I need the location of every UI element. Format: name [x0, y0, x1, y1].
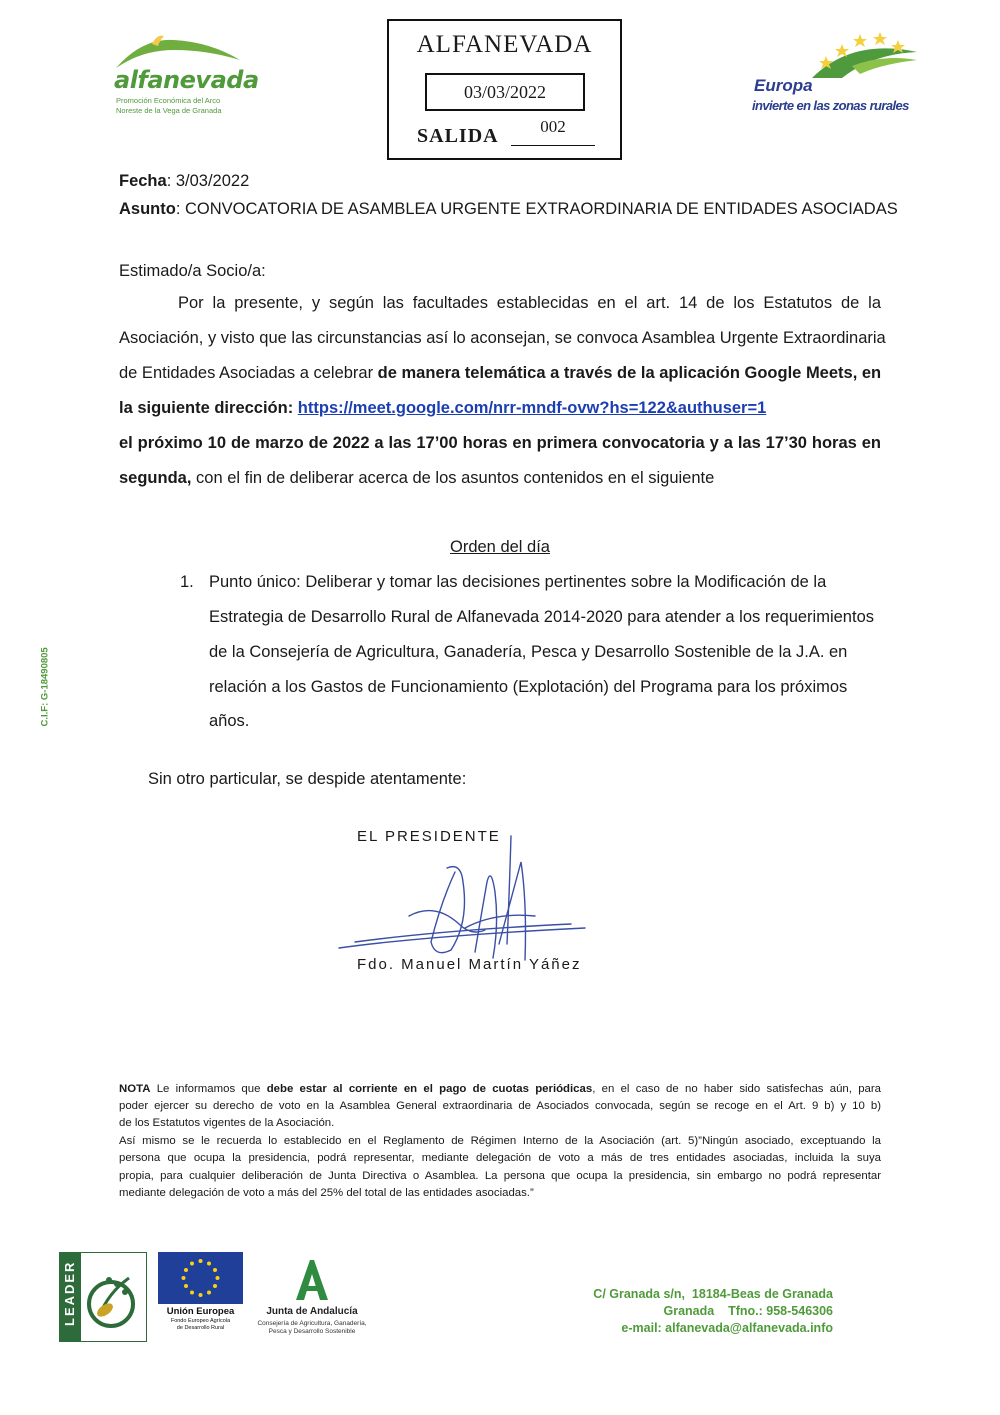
fecha-label: Fecha	[119, 172, 167, 190]
europa-logo-title: Europa	[754, 76, 813, 95]
fecha-value: : 3/03/2022	[166, 172, 250, 190]
nota-line: NOTA Le informamos que debe estar al corriente en el pago de cuotas periódicas, en el caso de no haber sido satisfechas aún, para	[119, 1083, 881, 1095]
agenda-item-number: 1.	[180, 573, 194, 591]
body-line-5: el próximo 10 de marzo de 2022 a las 17’00 horas en primera convocatoria y a las 17’30 horas en	[119, 434, 881, 452]
closing-line: Sin otro particular, se despide atentamente:	[148, 770, 467, 788]
signature-role: EL PRESIDENTE	[357, 828, 501, 845]
leader-logo	[59, 1252, 147, 1342]
nota-line: de los Estatutos vigentes de la Asociación.	[119, 1117, 335, 1129]
agenda-item-line: relación a los Gastos de Funcionamiento (Explotación) del Programa para los próximos	[209, 678, 848, 696]
europa-logo-subtitle: invierte en las zonas rurales	[752, 98, 909, 113]
registry-stamp	[387, 19, 622, 160]
leader-logo-word: LEADER	[62, 1260, 77, 1326]
footer-phone: Granada Tfno.: 958-546306	[663, 1304, 833, 1318]
meet-link[interactable]: https://meet.google.com/nrr-mndf-ovw?hs=122&authuser=1	[297, 399, 767, 417]
signature-name: Fdo. Manuel Martín Yáñez	[357, 956, 582, 973]
nota-line: poder ejercer su derecho de voto en la Asamblea General extraordinaria de Asociados convocada, según se recoge en el Art. 9 b) y 10 b)	[119, 1100, 881, 1112]
body-line-4: la siguiente dirección: https://meet.google.com/nrr-mndf-ovw?hs=122&authuser=1	[119, 399, 767, 417]
greeting: Estimado/a Socio/a:	[119, 262, 266, 280]
leader-logo-icon	[59, 1252, 147, 1342]
junta-andalucia-label: Junta de Andalucía	[266, 1306, 358, 1317]
union-europea-logo	[158, 1252, 243, 1342]
fecha-line	[119, 172, 249, 191]
body-line-1: Por la presente, y según las facultades establecidas en el art. 14 de los Estatutos de la	[178, 294, 881, 312]
junta-andalucia-logo	[252, 1256, 372, 1340]
footer-address: C/ Granada s/n, 18184-Beas de Granada	[593, 1287, 833, 1301]
stamp-date: 03/03/2022	[425, 73, 585, 111]
body-line-2: Asociación, y visto que las circunstancias así lo aconsejan, se convoca Asamblea Urgente Extraordinaria	[119, 329, 886, 347]
agenda-item-line: Punto único: Deliberar y tomar las decisiones pertinentes sobre la Modificación de la	[209, 573, 827, 591]
stamp-number-underline	[511, 145, 595, 146]
eu-stars-icon	[752, 30, 922, 80]
agenda-item-line: de la Consejería de Agricultura, Ganadería, Pesca y Desarrollo Sostenible de la J.A. en	[209, 643, 848, 661]
alfanevada-logo-subtitle: Promoción Económica del Arco Noreste de la Vega de Granada	[116, 96, 222, 115]
agenda-item-line: años.	[209, 712, 250, 730]
asunto-label: Asunto	[119, 200, 176, 218]
body-line-6: segunda, con el fin de deliberar acerca de los asuntos contenidos en el siguiente	[119, 469, 715, 487]
alfanevada-logo	[112, 30, 259, 120]
nota-line: Así mismo se le recuerda lo establecido en el Reglamento de Régimen Interno de la Asociación (art. 5)”Ningún asociado, exceptuando la	[119, 1135, 881, 1147]
stamp-title: ALFANEVADA	[416, 31, 593, 58]
junta-andalucia-sublabel: Consejería de Agricultura, Ganadería, Pesca y Desarrollo Sostenible	[257, 1320, 367, 1335]
asunto-line	[119, 200, 898, 219]
nota-label: NOTA	[119, 1083, 151, 1095]
eu-flag-icon	[158, 1252, 243, 1304]
nota-line: persona que ocupa la presidencia, podrá representar, mediante delegación de voto a más de tres entidades asociadas, incluida la suya	[119, 1152, 881, 1164]
handwritten-signature	[335, 832, 595, 972]
body-line-3: de Entidades Asociadas a celebrar de manera telemática a través de la aplicación Google Meets, en	[119, 364, 882, 382]
side-cif: C.I.F: G-18490805	[39, 647, 51, 727]
asunto-value: : CONVOCATORIA DE ASAMBLEA URGENTE EXTRAORDINARIA DE ENTIDADES ASOCIADAS	[175, 200, 898, 218]
orden-del-dia-title: Orden del día	[450, 538, 550, 556]
stamp-number: 002	[540, 117, 566, 136]
junta-a-icon	[252, 1256, 372, 1302]
alfanevada-logo-name: alfanevada	[114, 66, 259, 94]
union-europea-label: Unión Europea	[166, 1306, 235, 1317]
mountain-logo-icon	[112, 30, 242, 70]
footer-email[interactable]: e-mail: alfanevada@alfanevada.info	[621, 1321, 833, 1335]
nota-line: mediante delegación de voto a más del 25% del total de las entidades asociadas.”	[119, 1187, 534, 1199]
footer-contact	[560, 1286, 833, 1337]
europa-logo	[752, 30, 922, 120]
agenda-item-line: Estrategia de Desarrollo Rural de Alfanevada 2014-2020 para atender a los requerimientos	[209, 608, 874, 626]
union-europea-sublabel: Fondo Europeo Agrícola de Desarrollo Rural	[170, 1318, 231, 1331]
stamp-label: SALIDA	[417, 125, 499, 147]
nota-line: propia, para cualquier deliberación de Junta Directiva o Asamblea. La persona que ocupa la presidencia, sin embargo no podrá representar	[119, 1170, 881, 1182]
